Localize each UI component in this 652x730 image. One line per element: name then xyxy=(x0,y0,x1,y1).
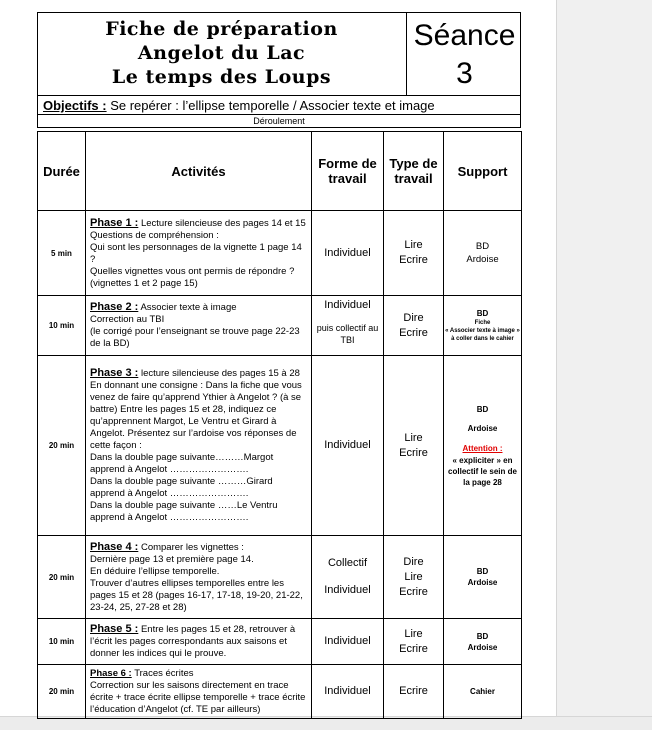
forme-cell xyxy=(312,356,384,536)
table-header-row xyxy=(38,132,522,211)
spacer xyxy=(445,415,520,423)
header-activites: Activités xyxy=(86,132,312,211)
table-row xyxy=(38,536,522,619)
support-text: Ardoise xyxy=(467,423,498,433)
spacer xyxy=(313,571,382,583)
attention-label: Attention : xyxy=(462,443,503,453)
phase-text: Associer texte à image xyxy=(140,302,237,313)
type-cell xyxy=(384,536,444,619)
activity-cell xyxy=(86,356,312,536)
support-text: Ardoise xyxy=(467,578,498,587)
phase-title: Phase 6 : xyxy=(90,667,132,679)
phase-text: Entre les pages 15 et 28, retrouver à l’écrit les pages correspondants aux saisons et donner les indices qui le prouve. xyxy=(90,624,296,659)
document-sheet xyxy=(37,12,521,719)
type-cell xyxy=(384,296,444,356)
phase-text: Traces écrites xyxy=(134,667,194,679)
support-text: Cahier xyxy=(470,687,495,696)
activity-cell xyxy=(86,665,312,719)
activity-line: Dans la double page suivante ………Girard apprend à Angelot ……………………. xyxy=(90,476,273,499)
type-text: Lire xyxy=(404,627,423,640)
activity-line: Trouver d’autres ellipses temporelles entre les pages 15 et 28 (pages 16-17, 17-18, 19-20, 21-22, 23-24, 25, 27-28 et 28) xyxy=(90,577,303,613)
spacer xyxy=(445,434,520,442)
type-cell xyxy=(384,665,444,719)
table-row xyxy=(38,356,522,536)
phase-title: Phase 5 : xyxy=(90,623,139,635)
header-duree: Durée xyxy=(38,132,86,211)
support-text: BD xyxy=(476,631,489,641)
support-text: BD xyxy=(476,567,489,576)
support-cell xyxy=(444,356,522,536)
support-cell xyxy=(444,296,522,356)
activity-line: Quelles vignettes vous ont permis de répondre ? (vignettes 1 et 2 page 15) xyxy=(90,265,295,289)
document-title xyxy=(38,13,405,95)
type-cell xyxy=(384,619,444,665)
activity-line: (le corrigé pour l’enseignant se trouve page 22-23 de la BD) xyxy=(90,326,300,349)
activity-cell xyxy=(86,619,312,665)
phase-title: Phase 3 : xyxy=(90,367,139,379)
header-support: Support xyxy=(444,132,522,211)
support-text: Fiche xyxy=(474,320,491,326)
type-text: Ecrire xyxy=(399,585,428,598)
forme-cell xyxy=(312,211,384,296)
activities-table xyxy=(37,131,522,719)
type-text: Dire xyxy=(403,555,424,568)
type-text: Ecrire xyxy=(399,642,428,655)
activity-line: Correction au TBI xyxy=(90,314,165,325)
forme-text: Individuel xyxy=(324,584,371,596)
forme-cell xyxy=(312,619,384,665)
title-line-3: Le temps des Loups xyxy=(111,66,332,88)
activity-line: En déduire l’ellipse temporelle. xyxy=(90,565,220,577)
activity-line: Dernière page 13 et première page 14. xyxy=(90,553,254,565)
type-text: Ecrire xyxy=(399,446,428,459)
forme-text: Individuel xyxy=(324,246,371,259)
forme-cell xyxy=(312,536,384,619)
support-text: BD xyxy=(476,309,489,318)
forme-text: Individuel xyxy=(324,439,371,451)
activity-cell xyxy=(86,296,312,356)
type-cell xyxy=(384,356,444,536)
support-cell xyxy=(444,536,522,619)
phase-text: lecture silencieuse des pages 15 à 28 xyxy=(140,368,300,379)
duration-cell: 10 min xyxy=(38,296,86,356)
seance-box xyxy=(406,13,522,95)
table-row xyxy=(38,619,522,665)
table-row xyxy=(38,665,522,719)
deroulement-label: Déroulement xyxy=(37,115,521,128)
support-text: BD xyxy=(475,241,490,252)
seance-label: Séance xyxy=(413,19,516,52)
type-cell xyxy=(384,211,444,296)
type-text: Dire xyxy=(403,311,424,324)
support-cell xyxy=(444,619,522,665)
forme-text: Individuel xyxy=(324,635,371,647)
page-background-right xyxy=(556,0,652,729)
duration-cell: 20 min xyxy=(38,356,86,536)
header-type: Type de travail xyxy=(384,132,444,211)
objectives-row xyxy=(37,96,521,115)
type-text: Ecrire xyxy=(399,254,428,266)
support-text: BD xyxy=(476,404,489,414)
title-line-2: Angelot du Lac xyxy=(137,42,306,64)
header-forme: Forme de travail xyxy=(312,132,384,211)
activity-line: Dans la double page suivante ……Le Ventru apprend à Angelot ……………………. xyxy=(90,500,278,523)
table-row xyxy=(38,296,522,356)
objectives-text: Se repérer : l’ellipse temporelle / Associer texte et image xyxy=(110,98,435,113)
forme-text: Individuel xyxy=(324,685,371,697)
objectives-label: Objectifs : xyxy=(43,98,107,113)
duration-cell: 10 min xyxy=(38,619,86,665)
forme-cell xyxy=(312,296,384,356)
spacer xyxy=(313,313,382,322)
seance-number: 3 xyxy=(456,57,473,90)
type-text: Lire xyxy=(404,239,423,251)
forme-text: puis collectif au TBI xyxy=(316,323,379,345)
title-line-1: Fiche de préparation xyxy=(105,18,338,40)
activity-cell xyxy=(86,536,312,619)
activity-cell xyxy=(86,211,312,296)
attention-text: « expliciter » en collectif le sein de la page 28 xyxy=(448,455,517,487)
support-text: « Associer texte à image » à coller dans le cahier xyxy=(445,328,520,342)
support-cell xyxy=(444,665,522,719)
support-cell xyxy=(444,211,522,296)
phase-title: Phase 2 : xyxy=(90,301,139,313)
duration-cell: 5 min xyxy=(38,211,86,296)
activity-line: Dans la double page suivante………Margot apprend à Angelot ……………………. xyxy=(90,452,274,475)
support-text: Ardoise xyxy=(467,642,498,652)
header-row xyxy=(37,12,521,96)
type-text: Lire xyxy=(404,570,423,583)
activity-line: Questions de compréhension : xyxy=(90,229,219,241)
phase-title: Phase 4 : xyxy=(90,540,139,553)
forme-text: Individuel xyxy=(324,299,371,311)
phase-text: Lecture silencieuse des pages 14 et 15 xyxy=(140,217,306,229)
type-text: Lire xyxy=(404,431,423,444)
activity-line: En donnant une consigne : Dans la fiche que vous venez de faire qu’apprend Ythier à Angelot ? (à se battre) Entre les pages 15 et 28, indiquez ce qu’apprennent Margot, Le Ventru et Girard à Angelot. Présentez sur l’ardoise vos réponses de cette façon : xyxy=(90,380,302,451)
type-text: Ecrire xyxy=(399,685,428,697)
forme-text: Collectif xyxy=(327,557,368,569)
phase-title: Phase 1 : xyxy=(90,216,139,229)
duration-cell: 20 min xyxy=(38,665,86,719)
forme-cell xyxy=(312,665,384,719)
support-text: Ardoise xyxy=(466,254,499,265)
phase-text: Comparer les vignettes : xyxy=(140,541,244,553)
activity-line: Qui sont les personnages de la vignette 1 page 14 ? xyxy=(90,241,302,265)
activity-line: Correction sur les saisons directement en trace écrite + trace écrite ellipse temporelle + trace écrite l’éducation d’Angelot (cf. TE par ailleurs) xyxy=(90,679,306,715)
type-text: Ecrire xyxy=(399,326,428,339)
table-row xyxy=(38,211,522,296)
duration-cell: 20 min xyxy=(38,536,86,619)
